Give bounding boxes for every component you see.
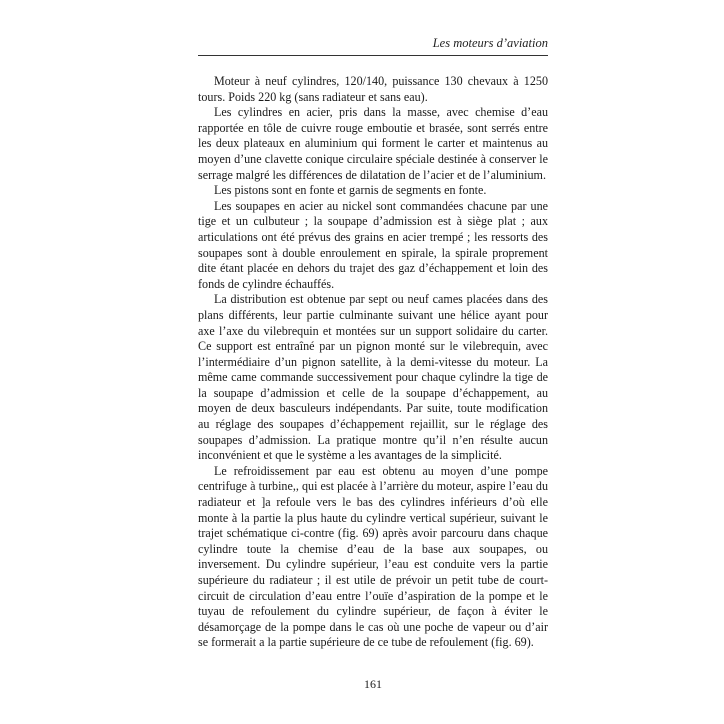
paragraph-cooling: Le refroidissement par eau est obtenu au moyen d’une pompe centrifuge à turbine,, qui est placée à l’arrière du moteur, aspire l’eau du radiateur et ]a refoule vers le bas des cylindres inférieurs d’où elle monte à la partie la plus haute du cylindre vertical supérieur, suivant le trajet schématique ci-contre (fig. 69) après avoir parcouru dans chaque cylindre toute la chemise d’eau de la base aux soupapes, ou inversement. Du cylindre supérieur, l’eau est conduite vers la partie supérieure du radiateur ; il est utile de prévoir un petit tube de court-circuit de circulation d’eau entre l’ouïe d’aspiration de la pompe et le tuyau de refoulement du cylindre supérieur, de façon à éviter le désamorçage de la pompe dans le cas où une poche de vapeur ou d’air se formerait a la partie supérieure de ce tube de refoulement (fig. 69).: [198, 463, 548, 650]
paragraph-pistons: Les pistons sont en fonte et garnis de segments en fonte.: [214, 183, 487, 198]
header-rule: [198, 55, 548, 56]
body-text: [198, 74, 548, 651]
paragraph-distribution: La distribution est obtenue par sept ou neuf cames placées dans des plans différents, leur partie culminante suivant une hélice ayant pour axe l’axe du vilebrequin et montées sur un support solidaire du carter. Ce support est entraîné par un pignon monté sur le vilebrequin, avec l’intermédiaire d’un pignon satellite, à la demi-vitesse du moteur. La même came commande successivement pour chaque cylindre la tige de la soupape d’admission et celle de la soupape d’échappement, au moyen de deux basculeurs indépendants. Par suite, toute modification au réglage des soupapes d’échappement rejaillit, sur le réglage des soupapes d’admission. La pratique montre qu’il n’en résulte aucun inconvénient et que le système a les avantages de la simplicité.: [198, 292, 548, 463]
paragraph-valves: Les soupapes en acier au nickel sont commandées chacune par une tige et un culbuteur ; la soupape d’admission est à siège plat ; aux articulations ont été prévus des grains en acier trempé ; les ressorts des soupapes sont à double enroulement en spirale, la spirale proprement dite étant placée en dehors du trajet des gaz d’échappement et loin des fonds de cylindre échauffés.: [198, 198, 548, 291]
paragraph-cylinders: Les cylindres en acier, pris dans la masse, avec chemise d’eau rapportée en tôle de cuivre rouge emboutie et brasée, sont serrés entre les deux plateaux en aluminium qui forment le carter et maintenus au moyen d’une clavette conique circulaire spéciale destinée à conserver le serrage malgré les différences de dilatation de l’acier et de l’aluminium.: [198, 105, 548, 182]
page-number: 161: [364, 677, 382, 691]
running-head: Les moteurs d’aviation: [432, 36, 548, 50]
paragraph-engine-specs: Moteur à neuf cylindres, 120/140, puissance 130 chevaux à 1250 tours. Poids 220 kg (sans radiateur et sans eau).: [198, 74, 548, 104]
